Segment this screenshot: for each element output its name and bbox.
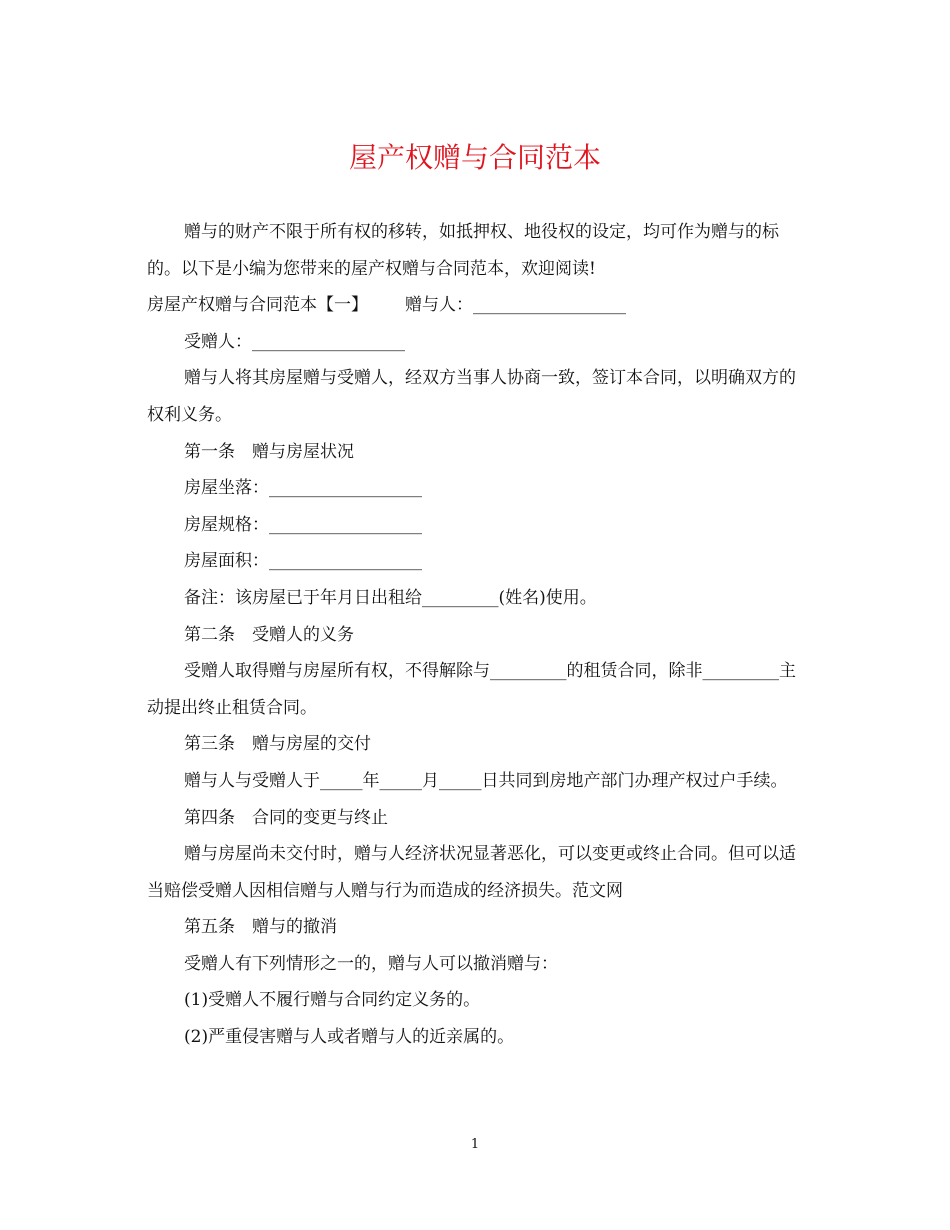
- preamble-paragraph: 赠与人将其房屋赠与受赠人，经双方当事人协商一致，签订本合同，以明确双方的权利义务。: [147, 368, 796, 425]
- section-heading: 房屋产权赠与合同范本【一】: [147, 295, 368, 316]
- article-3-title: 第三条 赠与房屋的交付: [184, 734, 371, 755]
- document-body: [147, 214, 799, 1056]
- article-2-text: 受赠人取得赠与房屋所有权，不得解除与_________的租赁合同，除非_________主动提出终止租赁合同。: [147, 661, 796, 718]
- house-location-field: 房屋坐落：__________________: [184, 478, 422, 499]
- remark-paragraph: 备注：该房屋已于年月日出租给_________(姓名)使用。: [184, 587, 597, 608]
- document-title: 屋产权赠与合同范本: [348, 141, 601, 174]
- house-spec-field: 房屋规格：__________________: [184, 514, 422, 535]
- article-4-title: 第四条 合同的变更与终止: [184, 807, 388, 828]
- donor-field: 赠与人：__________________: [405, 295, 626, 316]
- article-5-text: 受赠人有下列情形之一的，赠与人可以撤消赠与：: [184, 953, 558, 974]
- page-number: 1: [470, 1137, 480, 1152]
- donee-field: 受赠人：__________________: [184, 331, 405, 352]
- list-item-2: (2)严重侵害赠与人或者赠与人的近亲属的。: [184, 1027, 515, 1048]
- article-1-title: 第一条 赠与房屋状况: [184, 441, 354, 462]
- article-4-text: 赠与房屋尚未交付时，赠与人经济状况显著恶化，可以变更或终止合同。但可以适当赔偿受赠人因相信赠与人赠与行为而造成的经济损失。范文网: [147, 844, 796, 901]
- article-3-text: 赠与人与受赠人于_____年_____月_____日共同到房地产部门办理产权过户手续。: [184, 770, 788, 791]
- article-2-title: 第二条 受赠人的义务: [184, 624, 354, 645]
- section-heading-line: [147, 287, 799, 324]
- article-5-title: 第五条 赠与的撤消: [184, 917, 337, 938]
- house-area-field: 房屋面积：__________________: [184, 551, 422, 572]
- intro-paragraph: 赠与的财产不限于所有权的移转，如抵押权、地役权的设定，均可作为赠与的标的。以下是小编为您带来的屋产权赠与合同范本，欢迎阅读!: [147, 222, 779, 279]
- list-item-1: (1)受赠人不履行赠与合同约定义务的。: [184, 990, 481, 1011]
